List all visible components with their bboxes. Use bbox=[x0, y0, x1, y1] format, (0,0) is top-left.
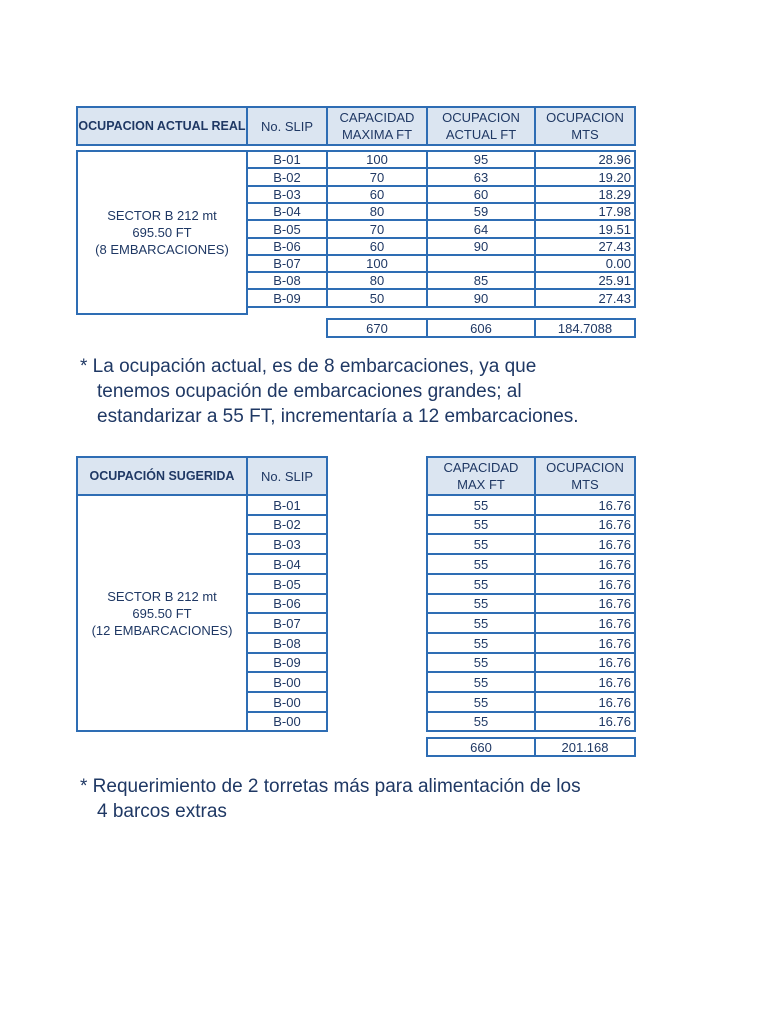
total-capacidad: 670 bbox=[326, 318, 428, 338]
ocupacion-mts-cell: 16.76 bbox=[534, 514, 636, 535]
sector-line: SECTOR B 212 mt bbox=[107, 588, 217, 604]
ocupacion-mts-cell: 27.43 bbox=[534, 288, 636, 308]
slip-cell: B-08 bbox=[246, 271, 328, 290]
total-capacidad-2: 660 bbox=[426, 737, 536, 757]
header-capacidad-max-ft: CAPACIDAD MAX FT bbox=[426, 456, 536, 496]
capacidad-cell: 100 bbox=[326, 150, 428, 169]
slip-cell: B-05 bbox=[246, 573, 328, 595]
total-ocupacion-ft: 606 bbox=[426, 318, 536, 338]
ocupacion-mts-cell: 16.76 bbox=[534, 573, 636, 595]
sector-line: (12 EMBARCACIONES) bbox=[91, 622, 233, 638]
slip-cell: B-05 bbox=[246, 219, 328, 239]
ocupacion-ft-cell: 59 bbox=[426, 202, 536, 221]
capacidad-cell: 55 bbox=[426, 553, 536, 575]
note-line: 4 barcos extras bbox=[97, 801, 227, 822]
slip-cell: B-07 bbox=[246, 254, 328, 273]
capacidad-cell: 55 bbox=[426, 494, 536, 516]
ocupacion-mts-cell: 25.91 bbox=[534, 271, 636, 290]
ocupacion-mts-cell: 16.76 bbox=[534, 612, 636, 634]
ocupacion-ft-cell: 95 bbox=[426, 150, 536, 169]
ocupacion-mts-cell: 16.76 bbox=[534, 652, 636, 673]
header-ocupacion-sugerida: OCUPACIÓN SUGERIDA bbox=[76, 456, 248, 496]
sector-line: (8 EMBARCACIONES) bbox=[95, 242, 229, 257]
ocupacion-ft-cell: 64 bbox=[426, 219, 536, 239]
capacidad-cell: 100 bbox=[326, 254, 428, 273]
ocupacion-ft-cell: 90 bbox=[426, 288, 536, 308]
sector-cell-2 bbox=[76, 494, 248, 732]
header-ocupacion-actual-ft: OCUPACION ACTUAL FT bbox=[426, 106, 536, 146]
ocupacion-mts-cell: 16.76 bbox=[534, 691, 636, 713]
slip-cell: B-07 bbox=[246, 612, 328, 634]
ocupacion-mts-cell: 0.00 bbox=[534, 254, 636, 273]
ocupacion-ft-cell: 60 bbox=[426, 185, 536, 204]
note-ocupacion-actual bbox=[80, 354, 579, 429]
header-ocupacion-mts: OCUPACION MTS bbox=[534, 106, 636, 146]
capacidad-cell: 55 bbox=[426, 691, 536, 713]
capacidad-cell: 80 bbox=[326, 202, 428, 221]
capacidad-cell: 60 bbox=[326, 185, 428, 204]
ocupacion-mts-cell: 19.51 bbox=[534, 219, 636, 239]
ocupacion-mts-cell: 16.76 bbox=[534, 553, 636, 575]
slip-cell: B-03 bbox=[246, 185, 328, 204]
slip-cell: B-01 bbox=[246, 494, 328, 516]
slip-cell: B-09 bbox=[246, 652, 328, 673]
ocupacion-ft-cell: 90 bbox=[426, 237, 536, 256]
capacidad-cell: 70 bbox=[326, 167, 428, 187]
note-line: * Requerimiento de 2 torretas más para alimentación de los bbox=[80, 776, 581, 797]
ocupacion-mts-cell: 27.43 bbox=[534, 237, 636, 256]
capacidad-cell: 60 bbox=[326, 237, 428, 256]
slip-cell: B-08 bbox=[246, 632, 328, 654]
ocupacion-mts-cell: 19.20 bbox=[534, 167, 636, 187]
slip-cell: B-00 bbox=[246, 711, 328, 732]
slip-cell: B-00 bbox=[246, 691, 328, 713]
capacidad-cell: 50 bbox=[326, 288, 428, 308]
capacidad-cell: 80 bbox=[326, 271, 428, 290]
slip-cell: B-04 bbox=[246, 553, 328, 575]
header-no-slip-2: No. SLIP bbox=[246, 456, 328, 496]
ocupacion-mts-cell: 16.76 bbox=[534, 671, 636, 693]
capacidad-cell: 55 bbox=[426, 514, 536, 535]
slip-cell: B-04 bbox=[246, 202, 328, 221]
slip-cell: B-06 bbox=[246, 593, 328, 614]
slip-cell: B-09 bbox=[246, 288, 328, 308]
header-no-slip: No. SLIP bbox=[246, 106, 328, 146]
ocupacion-mts-cell: 16.76 bbox=[534, 632, 636, 654]
total-ocupacion-mts-2: 201.168 bbox=[534, 737, 636, 757]
capacidad-cell: 55 bbox=[426, 612, 536, 634]
ocupacion-mts-cell: 16.76 bbox=[534, 711, 636, 732]
slip-cell: B-00 bbox=[246, 671, 328, 693]
capacidad-cell: 55 bbox=[426, 711, 536, 732]
ocupacion-ft-cell: 63 bbox=[426, 167, 536, 187]
capacidad-cell: 55 bbox=[426, 671, 536, 693]
ocupacion-mts-cell: 28.96 bbox=[534, 150, 636, 169]
sector-line: 695.50 FT bbox=[132, 605, 192, 621]
total-ocupacion-mts: 184.7088 bbox=[534, 318, 636, 338]
ocupacion-mts-cell: 16.76 bbox=[534, 494, 636, 516]
slip-cell: B-01 bbox=[246, 150, 328, 169]
note-line: tenemos ocupación de embarcaciones grandes; al bbox=[97, 381, 522, 402]
note-torretas bbox=[80, 774, 581, 824]
capacidad-cell: 55 bbox=[426, 573, 536, 595]
sector-cell bbox=[76, 150, 248, 315]
ocupacion-mts-cell: 16.76 bbox=[534, 533, 636, 555]
ocupacion-mts-cell: 16.76 bbox=[534, 593, 636, 614]
capacidad-cell: 55 bbox=[426, 632, 536, 654]
ocupacion-mts-cell: 17.98 bbox=[534, 202, 636, 221]
capacidad-cell: 55 bbox=[426, 593, 536, 614]
sector-line: 695.50 FT bbox=[132, 225, 192, 240]
capacidad-cell: 55 bbox=[426, 652, 536, 673]
sector-line: SECTOR B 212 mt bbox=[107, 208, 217, 223]
slip-cell: B-02 bbox=[246, 167, 328, 187]
note-line: * La ocupación actual, es de 8 embarcaciones, ya que bbox=[80, 356, 537, 377]
header-ocupacion-mts-2: OCUPACION MTS bbox=[534, 456, 636, 496]
header-capacidad-maxima-ft: CAPACIDAD MAXIMA FT bbox=[326, 106, 428, 146]
capacidad-cell: 55 bbox=[426, 533, 536, 555]
ocupacion-mts-cell: 18.29 bbox=[534, 185, 636, 204]
capacidad-cell: 70 bbox=[326, 219, 428, 239]
slip-cell: B-06 bbox=[246, 237, 328, 256]
slip-cell: B-03 bbox=[246, 533, 328, 555]
note-line: estandarizar a 55 FT, incrementaría a 12 embarcaciones. bbox=[97, 406, 579, 427]
header-ocupacion-actual-real: OCUPACION ACTUAL REAL bbox=[76, 106, 248, 146]
slip-cell: B-02 bbox=[246, 514, 328, 535]
ocupacion-ft-cell: 85 bbox=[426, 271, 536, 290]
